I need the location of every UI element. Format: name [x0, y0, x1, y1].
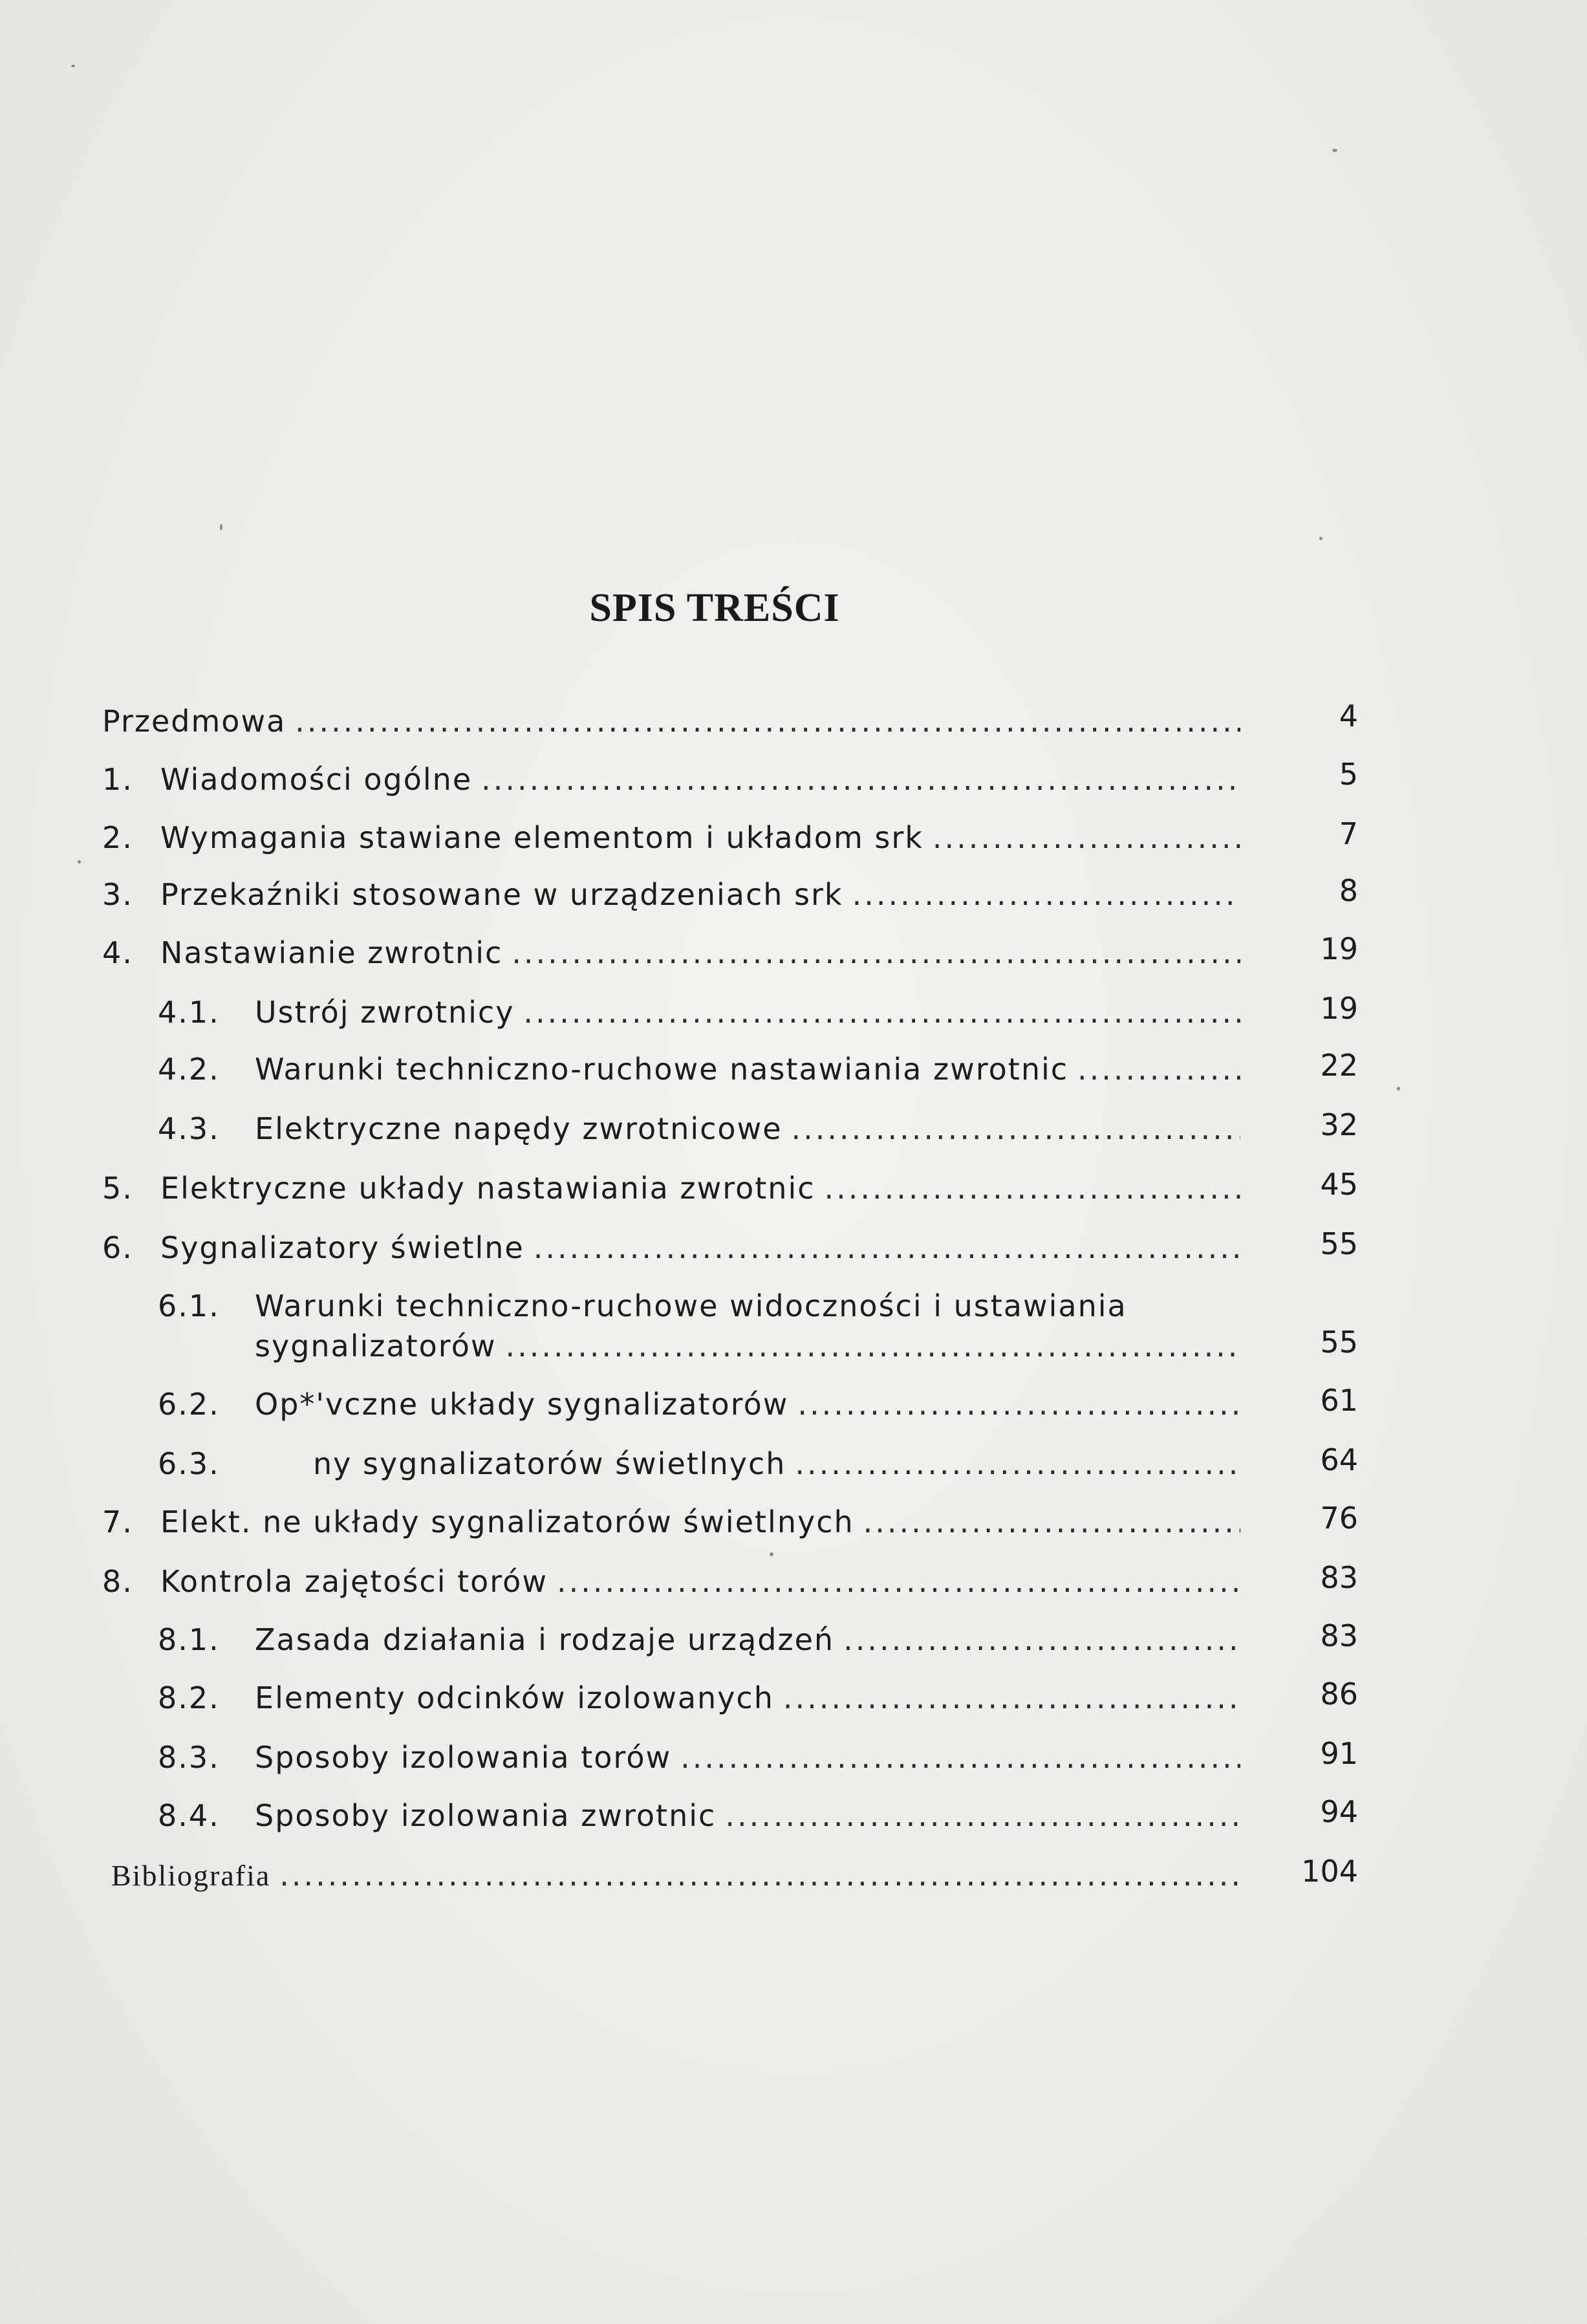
leader-dots — [863, 1504, 1240, 1539]
toc-entry-number: 1. — [102, 762, 133, 797]
toc-entry-6-1-line1 — [158, 1288, 1127, 1323]
toc-entry-number: 3. — [102, 877, 133, 912]
toc-entry-bibliografia — [111, 1858, 1240, 1896]
scan-speck — [1397, 1087, 1400, 1091]
toc-entry-6-3 — [158, 1446, 1240, 1485]
toc-entry-text: Nastawianie zwrotnic — [160, 935, 503, 970]
toc-entry-text: Elektryczne napędy zwrotnicowe — [255, 1111, 783, 1146]
toc-entry-7 — [102, 1504, 1240, 1543]
leader-dots — [279, 1858, 1240, 1893]
toc-entry-4-3 — [158, 1111, 1240, 1150]
toc-entry-8-1 — [158, 1622, 1240, 1661]
scan-speck — [1332, 149, 1337, 152]
toc-entry-text-continued: sygnalizatorów — [255, 1329, 497, 1363]
scan-speck — [220, 524, 222, 530]
leader-dots — [795, 1446, 1240, 1481]
leader-dots — [557, 1564, 1240, 1599]
toc-entry-text: Przedmowa — [102, 704, 286, 739]
toc-entry-5 — [102, 1171, 1240, 1210]
toc-entry-number: 8.1. — [158, 1622, 220, 1657]
toc-entry-number: 8.4. — [158, 1798, 220, 1833]
toc-page-number: 64 — [1320, 1442, 1358, 1477]
toc-page-number: 5 — [1339, 757, 1358, 792]
leader-dots — [1077, 1052, 1240, 1087]
leader-dots — [725, 1798, 1240, 1833]
toc-entry-number: 7. — [102, 1504, 133, 1539]
toc-entry-number: 6. — [102, 1230, 133, 1265]
toc-entry-number: 8. — [102, 1564, 133, 1599]
toc-page-number: 19 — [1320, 991, 1358, 1026]
toc-page-number: 86 — [1320, 1677, 1358, 1711]
toc-page-number: 83 — [1320, 1618, 1358, 1653]
toc-entry-6 — [102, 1230, 1240, 1269]
toc-page-number: 91 — [1320, 1736, 1358, 1771]
toc-page-number: 55 — [1320, 1325, 1358, 1360]
leader-dots — [933, 820, 1240, 855]
toc-entry-6-1-line2 — [255, 1329, 1240, 1367]
toc-page-number: 4 — [1339, 699, 1358, 733]
toc-entry-text: Warunki techniczno-ruchowe widoczności i ustawiania — [255, 1288, 1127, 1323]
toc-entry-8-3 — [158, 1740, 1240, 1779]
toc-page-number: 94 — [1320, 1794, 1358, 1829]
toc-entry-text: Wymagania stawiane elementom i układom srk — [160, 820, 923, 855]
toc-page-number: 45 — [1320, 1167, 1358, 1202]
leader-dots — [792, 1111, 1241, 1146]
leader-dots — [852, 877, 1240, 912]
toc-page-number: 104 — [1301, 1854, 1358, 1889]
toc-entry-4-2 — [158, 1052, 1240, 1091]
leader-dots — [523, 995, 1240, 1030]
scan-speck — [1319, 537, 1322, 540]
toc-entry-number: 6.1. — [158, 1288, 220, 1323]
toc-page-number: 76 — [1320, 1501, 1358, 1536]
toc-entry-text: Sposoby izolowania torów — [255, 1740, 672, 1775]
page-title: SPIS TREŚCI — [589, 586, 840, 630]
toc-entry-number: 5. — [102, 1171, 133, 1206]
toc-entry-number: 4.3. — [158, 1111, 220, 1146]
scan-speck — [71, 65, 75, 67]
toc-entry-number: 8.3. — [158, 1740, 220, 1775]
leader-dots — [534, 1230, 1240, 1265]
toc-page-number: 32 — [1320, 1107, 1358, 1142]
toc-entry-number: 4.2. — [158, 1052, 220, 1087]
toc-entry-text: Bibliografia — [111, 1859, 271, 1892]
toc-entry-text: Warunki techniczno-ruchowe nastawiania zwrotnic — [255, 1052, 1069, 1087]
toc-entry-text: Kontrola zajętości torów — [160, 1564, 548, 1599]
toc-entry-text: ny sygnalizatorów świetlnych — [313, 1446, 786, 1481]
toc-entry-3 — [102, 877, 1240, 916]
leader-dots — [505, 1329, 1240, 1363]
toc-entry-text: Elektryczne układy nastawiania zwrotnic — [160, 1171, 815, 1206]
toc-entry-text: Ustrój zwrotnicy — [255, 995, 515, 1030]
leader-dots — [512, 935, 1240, 970]
toc-page-number: 61 — [1320, 1383, 1358, 1418]
toc-entry-text: Wiadomości ogólne — [160, 762, 473, 797]
toc-page-number: 7 — [1339, 816, 1358, 851]
toc-entry-4 — [102, 935, 1240, 974]
leader-dots — [825, 1171, 1240, 1206]
leader-dots — [783, 1680, 1240, 1715]
leader-dots — [797, 1387, 1240, 1422]
toc-entry-przedmowa — [102, 704, 1240, 743]
toc-entry-number: 6.2. — [158, 1387, 220, 1422]
toc-entry-text: Sposoby izolowania zwrotnic — [255, 1798, 717, 1833]
toc-page-number: 19 — [1320, 931, 1358, 966]
leader-dots — [680, 1740, 1240, 1775]
toc-entry-text: Elementy odcinków izolowanych — [255, 1680, 774, 1715]
toc-entry-8-4 — [158, 1798, 1240, 1837]
leader-dots — [295, 704, 1240, 739]
toc-page-number: 22 — [1320, 1048, 1358, 1083]
toc-page-number: 83 — [1320, 1560, 1358, 1595]
scan-speck — [770, 1552, 773, 1556]
toc-entry-text: Op*'vczne układy sygnalizatorów — [255, 1387, 789, 1422]
toc-entry-8 — [102, 1564, 1240, 1603]
toc-entry-number: 4. — [102, 935, 133, 970]
toc-entry-1 — [102, 762, 1240, 801]
leader-dots — [843, 1622, 1240, 1657]
toc-entry-number: 4.1. — [158, 995, 220, 1030]
leader-dots — [481, 762, 1240, 797]
toc-entry-2 — [102, 820, 1240, 859]
toc-entry-number: 6.3. — [158, 1446, 220, 1481]
toc-entry-6-2 — [158, 1387, 1240, 1426]
toc-entry-text: Elekt. ne układy sygnalizatorów świetlnych — [160, 1504, 854, 1539]
toc-entry-text: Sygnalizatory świetlne — [160, 1230, 524, 1265]
toc-entry-4-1 — [158, 995, 1240, 1034]
toc-entry-number: 2. — [102, 820, 133, 855]
toc-entry-text: Zasada działania i rodzaje urządzeń — [255, 1622, 835, 1657]
toc-entry-8-2 — [158, 1680, 1240, 1719]
toc-entry-text: Przekaźniki stosowane w urządzeniach srk — [160, 877, 843, 912]
scan-speck — [78, 860, 81, 863]
toc-page-number: 55 — [1320, 1226, 1358, 1261]
toc-page-number: 8 — [1339, 873, 1358, 908]
toc-entry-number: 8.2. — [158, 1680, 220, 1715]
